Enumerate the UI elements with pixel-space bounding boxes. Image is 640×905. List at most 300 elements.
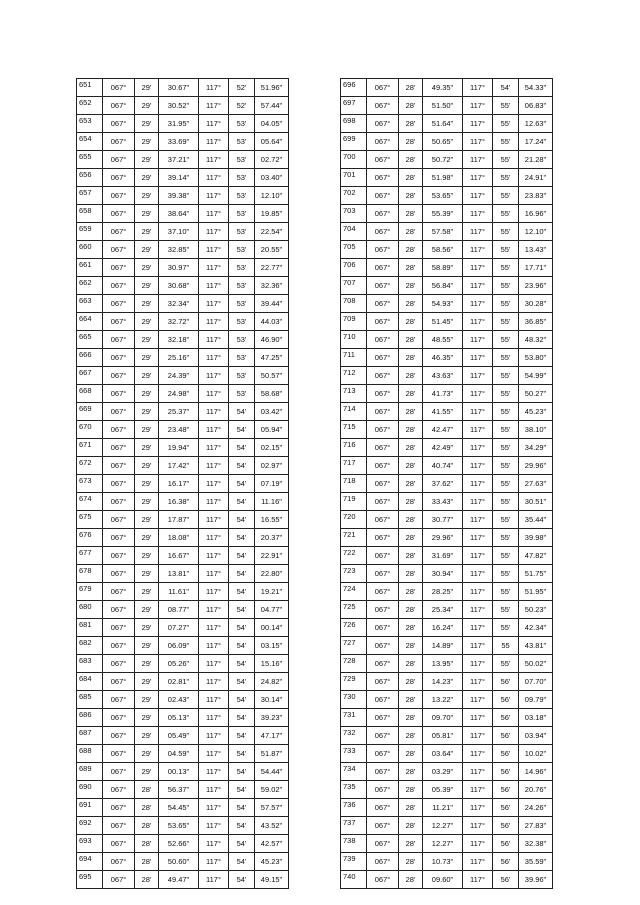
- lat-degrees-cell: 067°: [367, 565, 399, 583]
- coordinates-table-left: [76, 78, 289, 889]
- lon-degrees-cell: 117°: [463, 439, 493, 457]
- lon-minutes-cell: 56': [493, 799, 519, 817]
- table-row: [341, 259, 553, 277]
- lat-minutes-cell: 28': [399, 403, 423, 421]
- lon-seconds-cell: 38.10": [519, 421, 553, 439]
- lat-degrees-cell: 067°: [367, 835, 399, 853]
- lat-minutes-cell: 28': [399, 529, 423, 547]
- lon-seconds-cell: 12.10": [519, 223, 553, 241]
- lat-seconds-cell: 12.27": [423, 817, 463, 835]
- lat-seconds-cell: 09.60": [423, 871, 463, 889]
- lon-degrees-cell: 117°: [199, 295, 229, 313]
- lon-degrees-cell: 117°: [463, 187, 493, 205]
- point-id-cell: 656: [77, 169, 103, 187]
- lon-seconds-cell: 19.21": [255, 583, 289, 601]
- lat-seconds-cell: 42.49": [423, 439, 463, 457]
- lon-degrees-cell: 117°: [463, 205, 493, 223]
- lat-degrees-cell: 067°: [367, 331, 399, 349]
- point-id-cell: 736: [341, 799, 367, 817]
- table-row: [341, 97, 553, 115]
- lat-minutes-cell: 29': [135, 133, 159, 151]
- lon-degrees-cell: 117°: [199, 133, 229, 151]
- lat-minutes-cell: 28': [399, 493, 423, 511]
- table-row: [77, 205, 289, 223]
- lon-seconds-cell: 42.34": [519, 619, 553, 637]
- lat-minutes-cell: 28': [399, 457, 423, 475]
- lon-degrees-cell: 117°: [463, 565, 493, 583]
- lon-seconds-cell: 27.63": [519, 475, 553, 493]
- lon-degrees-cell: 117°: [199, 439, 229, 457]
- lat-minutes-cell: 28': [399, 871, 423, 889]
- lon-minutes-cell: 55: [493, 637, 519, 655]
- lon-minutes-cell: 54': [229, 727, 255, 745]
- lat-seconds-cell: 50.60": [159, 853, 199, 871]
- lon-seconds-cell: 43.52": [255, 817, 289, 835]
- point-id-cell: 675: [77, 511, 103, 529]
- lon-seconds-cell: 36.85": [519, 313, 553, 331]
- lat-degrees-cell: 067°: [103, 565, 135, 583]
- point-id-cell: 664: [77, 313, 103, 331]
- lon-minutes-cell: 55': [493, 205, 519, 223]
- point-id-cell: 658: [77, 205, 103, 223]
- lon-degrees-cell: 117°: [463, 115, 493, 133]
- lon-minutes-cell: 55': [493, 565, 519, 583]
- lon-seconds-cell: 49.15": [255, 871, 289, 889]
- lon-seconds-cell: 20.76": [519, 781, 553, 799]
- lat-minutes-cell: 29': [135, 475, 159, 493]
- lon-seconds-cell: 22.77": [255, 259, 289, 277]
- lon-seconds-cell: 32.36": [255, 277, 289, 295]
- lon-degrees-cell: 117°: [199, 781, 229, 799]
- point-id-cell: 734: [341, 763, 367, 781]
- point-id-cell: 707: [341, 277, 367, 295]
- lat-minutes-cell: 29': [135, 457, 159, 475]
- point-id-cell: 728: [341, 655, 367, 673]
- lat-degrees-cell: 067°: [103, 79, 135, 97]
- lon-degrees-cell: 117°: [463, 835, 493, 853]
- lon-minutes-cell: 54': [229, 763, 255, 781]
- point-id-cell: 685: [77, 691, 103, 709]
- table-row: [341, 619, 553, 637]
- lon-degrees-cell: 117°: [463, 583, 493, 601]
- lat-seconds-cell: 39.14": [159, 169, 199, 187]
- lat-seconds-cell: 32.85": [159, 241, 199, 259]
- lon-seconds-cell: 16.55": [255, 511, 289, 529]
- lon-seconds-cell: 10.02": [519, 745, 553, 763]
- lon-seconds-cell: 13.43": [519, 241, 553, 259]
- lon-seconds-cell: 54.33": [519, 79, 553, 97]
- lat-degrees-cell: 067°: [103, 403, 135, 421]
- lat-seconds-cell: 39.38": [159, 187, 199, 205]
- table-row: [341, 727, 553, 745]
- point-id-cell: 696: [341, 79, 367, 97]
- lon-seconds-cell: 03.15": [255, 637, 289, 655]
- lon-seconds-cell: 04.05": [255, 115, 289, 133]
- lat-seconds-cell: 11.61": [159, 583, 199, 601]
- point-id-cell: 713: [341, 385, 367, 403]
- point-id-cell: 738: [341, 835, 367, 853]
- lat-degrees-cell: 067°: [367, 709, 399, 727]
- lon-minutes-cell: 54': [229, 637, 255, 655]
- lon-seconds-cell: 17.24": [519, 133, 553, 151]
- lon-minutes-cell: 54': [493, 79, 519, 97]
- lat-degrees-cell: 067°: [103, 511, 135, 529]
- lat-degrees-cell: 067°: [367, 547, 399, 565]
- lon-degrees-cell: 117°: [463, 295, 493, 313]
- lat-degrees-cell: 067°: [367, 745, 399, 763]
- lon-seconds-cell: 51.95": [519, 583, 553, 601]
- lat-degrees-cell: 067°: [367, 853, 399, 871]
- point-id-cell: 715: [341, 421, 367, 439]
- point-id-cell: 711: [341, 349, 367, 367]
- lat-degrees-cell: 067°: [103, 529, 135, 547]
- table-row: [77, 511, 289, 529]
- lon-minutes-cell: 54': [229, 655, 255, 673]
- table-row: [341, 799, 553, 817]
- lon-seconds-cell: 04.77": [255, 601, 289, 619]
- table-row: [341, 673, 553, 691]
- lat-minutes-cell: 28': [399, 619, 423, 637]
- lon-degrees-cell: 117°: [199, 637, 229, 655]
- point-id-cell: 662: [77, 277, 103, 295]
- lon-minutes-cell: 53': [229, 169, 255, 187]
- lon-degrees-cell: 117°: [199, 457, 229, 475]
- table-row: [77, 871, 289, 889]
- lat-degrees-cell: 067°: [103, 97, 135, 115]
- lat-seconds-cell: 51.50": [423, 97, 463, 115]
- lon-seconds-cell: 57.57": [255, 799, 289, 817]
- lon-degrees-cell: 117°: [463, 421, 493, 439]
- table-row: [77, 439, 289, 457]
- point-id-cell: 687: [77, 727, 103, 745]
- lon-minutes-cell: 56': [493, 763, 519, 781]
- lat-seconds-cell: 50.72": [423, 151, 463, 169]
- lon-degrees-cell: 117°: [199, 529, 229, 547]
- lon-degrees-cell: 117°: [199, 547, 229, 565]
- point-id-cell: 730: [341, 691, 367, 709]
- table-row: [341, 655, 553, 673]
- lon-degrees-cell: 117°: [199, 241, 229, 259]
- lat-degrees-cell: 067°: [103, 835, 135, 853]
- lon-degrees-cell: 117°: [199, 169, 229, 187]
- lat-seconds-cell: 18.08": [159, 529, 199, 547]
- lon-degrees-cell: 117°: [463, 709, 493, 727]
- lon-minutes-cell: 53': [229, 115, 255, 133]
- point-id-cell: 694: [77, 853, 103, 871]
- lon-minutes-cell: 54': [229, 619, 255, 637]
- lat-seconds-cell: 07.27": [159, 619, 199, 637]
- lon-degrees-cell: 117°: [463, 349, 493, 367]
- point-id-cell: 691: [77, 799, 103, 817]
- lat-seconds-cell: 31.69": [423, 547, 463, 565]
- lat-minutes-cell: 28': [399, 313, 423, 331]
- lon-seconds-cell: 19.85": [255, 205, 289, 223]
- point-id-cell: 740: [341, 871, 367, 889]
- lat-seconds-cell: 43.63": [423, 367, 463, 385]
- table-row: [77, 259, 289, 277]
- lat-degrees-cell: 067°: [367, 637, 399, 655]
- table-row: [77, 133, 289, 151]
- table-row: [341, 187, 553, 205]
- lon-seconds-cell: 51.75": [519, 565, 553, 583]
- lon-degrees-cell: 117°: [199, 691, 229, 709]
- lat-seconds-cell: 30.77": [423, 511, 463, 529]
- lat-minutes-cell: 28': [399, 277, 423, 295]
- lon-degrees-cell: 117°: [199, 493, 229, 511]
- lon-minutes-cell: 55': [493, 115, 519, 133]
- table-row: [341, 169, 553, 187]
- lat-degrees-cell: 067°: [367, 799, 399, 817]
- table-row: [77, 457, 289, 475]
- lon-minutes-cell: 55': [493, 655, 519, 673]
- lon-degrees-cell: 117°: [199, 97, 229, 115]
- lat-seconds-cell: 30.97": [159, 259, 199, 277]
- table-row: [341, 835, 553, 853]
- lat-seconds-cell: 29.96": [423, 529, 463, 547]
- lat-minutes-cell: 29': [135, 187, 159, 205]
- table-row: [341, 745, 553, 763]
- lon-seconds-cell: 03.42": [255, 403, 289, 421]
- lat-minutes-cell: 28': [399, 295, 423, 313]
- point-id-cell: 661: [77, 259, 103, 277]
- lat-degrees-cell: 067°: [103, 745, 135, 763]
- table-row: [341, 529, 553, 547]
- lon-minutes-cell: 56': [493, 745, 519, 763]
- lat-degrees-cell: 067°: [367, 511, 399, 529]
- lon-minutes-cell: 55': [493, 547, 519, 565]
- lat-seconds-cell: 30.52": [159, 97, 199, 115]
- lon-degrees-cell: 117°: [463, 799, 493, 817]
- point-id-cell: 698: [341, 115, 367, 133]
- lat-degrees-cell: 067°: [367, 241, 399, 259]
- lon-seconds-cell: 00.14": [255, 619, 289, 637]
- point-id-cell: 729: [341, 673, 367, 691]
- lat-degrees-cell: 067°: [103, 817, 135, 835]
- table-row: [77, 403, 289, 421]
- lat-minutes-cell: 28': [399, 655, 423, 673]
- lon-degrees-cell: 117°: [463, 331, 493, 349]
- lat-degrees-cell: 067°: [367, 277, 399, 295]
- lon-minutes-cell: 53': [229, 295, 255, 313]
- lon-degrees-cell: 117°: [199, 565, 229, 583]
- lat-minutes-cell: 28': [399, 133, 423, 151]
- table-row: [77, 781, 289, 799]
- lat-degrees-cell: 067°: [103, 709, 135, 727]
- lon-minutes-cell: 54': [229, 421, 255, 439]
- lon-degrees-cell: 117°: [463, 223, 493, 241]
- lat-seconds-cell: 25.16": [159, 349, 199, 367]
- lat-seconds-cell: 37.10": [159, 223, 199, 241]
- lat-minutes-cell: 28': [399, 547, 423, 565]
- lon-minutes-cell: 56': [493, 691, 519, 709]
- lon-degrees-cell: 117°: [463, 511, 493, 529]
- lat-minutes-cell: 29': [135, 205, 159, 223]
- lon-seconds-cell: 47.17": [255, 727, 289, 745]
- lat-seconds-cell: 42.47": [423, 421, 463, 439]
- lat-seconds-cell: 00.13": [159, 763, 199, 781]
- lat-minutes-cell: 28': [399, 349, 423, 367]
- lon-seconds-cell: 32.38": [519, 835, 553, 853]
- lat-seconds-cell: 16.24": [423, 619, 463, 637]
- lon-minutes-cell: 55': [493, 583, 519, 601]
- point-id-cell: 678: [77, 565, 103, 583]
- lat-minutes-cell: 29': [135, 79, 159, 97]
- lon-degrees-cell: 117°: [463, 259, 493, 277]
- table-row: [77, 583, 289, 601]
- lat-seconds-cell: 09.70": [423, 709, 463, 727]
- lat-minutes-cell: 29': [135, 673, 159, 691]
- table-row: [341, 205, 553, 223]
- point-id-cell: 655: [77, 151, 103, 169]
- lon-minutes-cell: 56': [493, 673, 519, 691]
- lat-degrees-cell: 067°: [103, 763, 135, 781]
- lon-minutes-cell: 55': [493, 349, 519, 367]
- lat-degrees-cell: 067°: [103, 295, 135, 313]
- lon-minutes-cell: 55': [493, 511, 519, 529]
- lat-degrees-cell: 067°: [367, 295, 399, 313]
- point-id-cell: 726: [341, 619, 367, 637]
- lat-minutes-cell: 29': [135, 331, 159, 349]
- lon-degrees-cell: 117°: [199, 511, 229, 529]
- lat-degrees-cell: 067°: [103, 457, 135, 475]
- point-id-cell: 716: [341, 439, 367, 457]
- lon-seconds-cell: 50.27": [519, 385, 553, 403]
- point-id-cell: 686: [77, 709, 103, 727]
- lat-degrees-cell: 067°: [367, 781, 399, 799]
- table-row: [77, 727, 289, 745]
- lat-seconds-cell: 14.23": [423, 673, 463, 691]
- lat-minutes-cell: 29': [135, 547, 159, 565]
- lon-minutes-cell: 55': [493, 619, 519, 637]
- lon-seconds-cell: 44.03": [255, 313, 289, 331]
- lon-seconds-cell: 53.80": [519, 349, 553, 367]
- lat-seconds-cell: 05.26": [159, 655, 199, 673]
- lon-degrees-cell: 117°: [463, 97, 493, 115]
- point-id-cell: 692: [77, 817, 103, 835]
- lat-seconds-cell: 06.09": [159, 637, 199, 655]
- point-id-cell: 721: [341, 529, 367, 547]
- lat-minutes-cell: 28': [135, 817, 159, 835]
- point-id-cell: 720: [341, 511, 367, 529]
- lat-degrees-cell: 067°: [367, 205, 399, 223]
- lon-degrees-cell: 117°: [463, 403, 493, 421]
- lat-minutes-cell: 28': [399, 709, 423, 727]
- lon-degrees-cell: 117°: [199, 151, 229, 169]
- lon-minutes-cell: 56': [493, 709, 519, 727]
- lat-seconds-cell: 53.65": [159, 817, 199, 835]
- lon-seconds-cell: 30.51": [519, 493, 553, 511]
- lat-seconds-cell: 46.35": [423, 349, 463, 367]
- lat-degrees-cell: 067°: [103, 385, 135, 403]
- point-id-cell: 663: [77, 295, 103, 313]
- lat-seconds-cell: 49.35": [423, 79, 463, 97]
- lon-degrees-cell: 117°: [199, 277, 229, 295]
- lon-minutes-cell: 56': [493, 817, 519, 835]
- lat-minutes-cell: 28': [399, 187, 423, 205]
- table-row: [77, 223, 289, 241]
- lat-seconds-cell: 32.34": [159, 295, 199, 313]
- lon-minutes-cell: 55': [493, 439, 519, 457]
- lat-seconds-cell: 51.64": [423, 115, 463, 133]
- lon-seconds-cell: 47.82": [519, 547, 553, 565]
- lon-seconds-cell: 22.54": [255, 223, 289, 241]
- lon-degrees-cell: 117°: [199, 313, 229, 331]
- lon-minutes-cell: 55': [493, 601, 519, 619]
- lat-seconds-cell: 33.69": [159, 133, 199, 151]
- table-row: [77, 691, 289, 709]
- point-id-cell: 710: [341, 331, 367, 349]
- lon-degrees-cell: 117°: [463, 619, 493, 637]
- lon-seconds-cell: 11.16": [255, 493, 289, 511]
- point-id-cell: 677: [77, 547, 103, 565]
- lat-minutes-cell: 29': [135, 691, 159, 709]
- lon-degrees-cell: 117°: [199, 583, 229, 601]
- lon-minutes-cell: 54': [229, 673, 255, 691]
- lat-minutes-cell: 28': [399, 151, 423, 169]
- point-id-cell: 690: [77, 781, 103, 799]
- lat-minutes-cell: 28': [399, 205, 423, 223]
- lon-seconds-cell: 39.23": [255, 709, 289, 727]
- lat-seconds-cell: 13.81": [159, 565, 199, 583]
- point-id-cell: 669: [77, 403, 103, 421]
- table-row: [77, 619, 289, 637]
- lat-minutes-cell: 29': [135, 709, 159, 727]
- lat-minutes-cell: 29': [135, 763, 159, 781]
- lon-degrees-cell: 117°: [199, 817, 229, 835]
- lat-degrees-cell: 067°: [103, 673, 135, 691]
- lon-seconds-cell: 30.14": [255, 691, 289, 709]
- lon-seconds-cell: 09.79": [519, 691, 553, 709]
- lat-seconds-cell: 04.59": [159, 745, 199, 763]
- lat-seconds-cell: 10.73": [423, 853, 463, 871]
- lat-seconds-cell: 57.58": [423, 223, 463, 241]
- point-id-cell: 673: [77, 475, 103, 493]
- lat-seconds-cell: 19.94": [159, 439, 199, 457]
- lat-seconds-cell: 51.98": [423, 169, 463, 187]
- lat-degrees-cell: 067°: [367, 727, 399, 745]
- lat-seconds-cell: 37.62": [423, 475, 463, 493]
- lat-seconds-cell: 32.18": [159, 331, 199, 349]
- lat-minutes-cell: 28': [399, 673, 423, 691]
- lat-minutes-cell: 28': [399, 97, 423, 115]
- lat-seconds-cell: 08.77": [159, 601, 199, 619]
- lat-degrees-cell: 067°: [367, 457, 399, 475]
- lat-minutes-cell: 28': [399, 853, 423, 871]
- point-id-cell: 676: [77, 529, 103, 547]
- table-row: [341, 295, 553, 313]
- lat-seconds-cell: 37.21": [159, 151, 199, 169]
- lon-seconds-cell: 54.99": [519, 367, 553, 385]
- lat-minutes-cell: 28': [399, 115, 423, 133]
- lat-degrees-cell: 067°: [103, 151, 135, 169]
- lon-minutes-cell: 56': [493, 781, 519, 799]
- table-row: [77, 115, 289, 133]
- table-row: [77, 709, 289, 727]
- lat-seconds-cell: 50.65": [423, 133, 463, 151]
- lon-seconds-cell: 07.70": [519, 673, 553, 691]
- lat-minutes-cell: 28': [399, 601, 423, 619]
- lon-degrees-cell: 117°: [463, 673, 493, 691]
- lat-minutes-cell: 29': [135, 655, 159, 673]
- lat-minutes-cell: 29': [135, 421, 159, 439]
- point-id-cell: 697: [341, 97, 367, 115]
- lon-seconds-cell: 16.96": [519, 205, 553, 223]
- point-id-cell: 665: [77, 331, 103, 349]
- lat-seconds-cell: 53.65": [423, 187, 463, 205]
- lon-minutes-cell: 55': [493, 367, 519, 385]
- table-row: [77, 169, 289, 187]
- lat-minutes-cell: 29': [135, 367, 159, 385]
